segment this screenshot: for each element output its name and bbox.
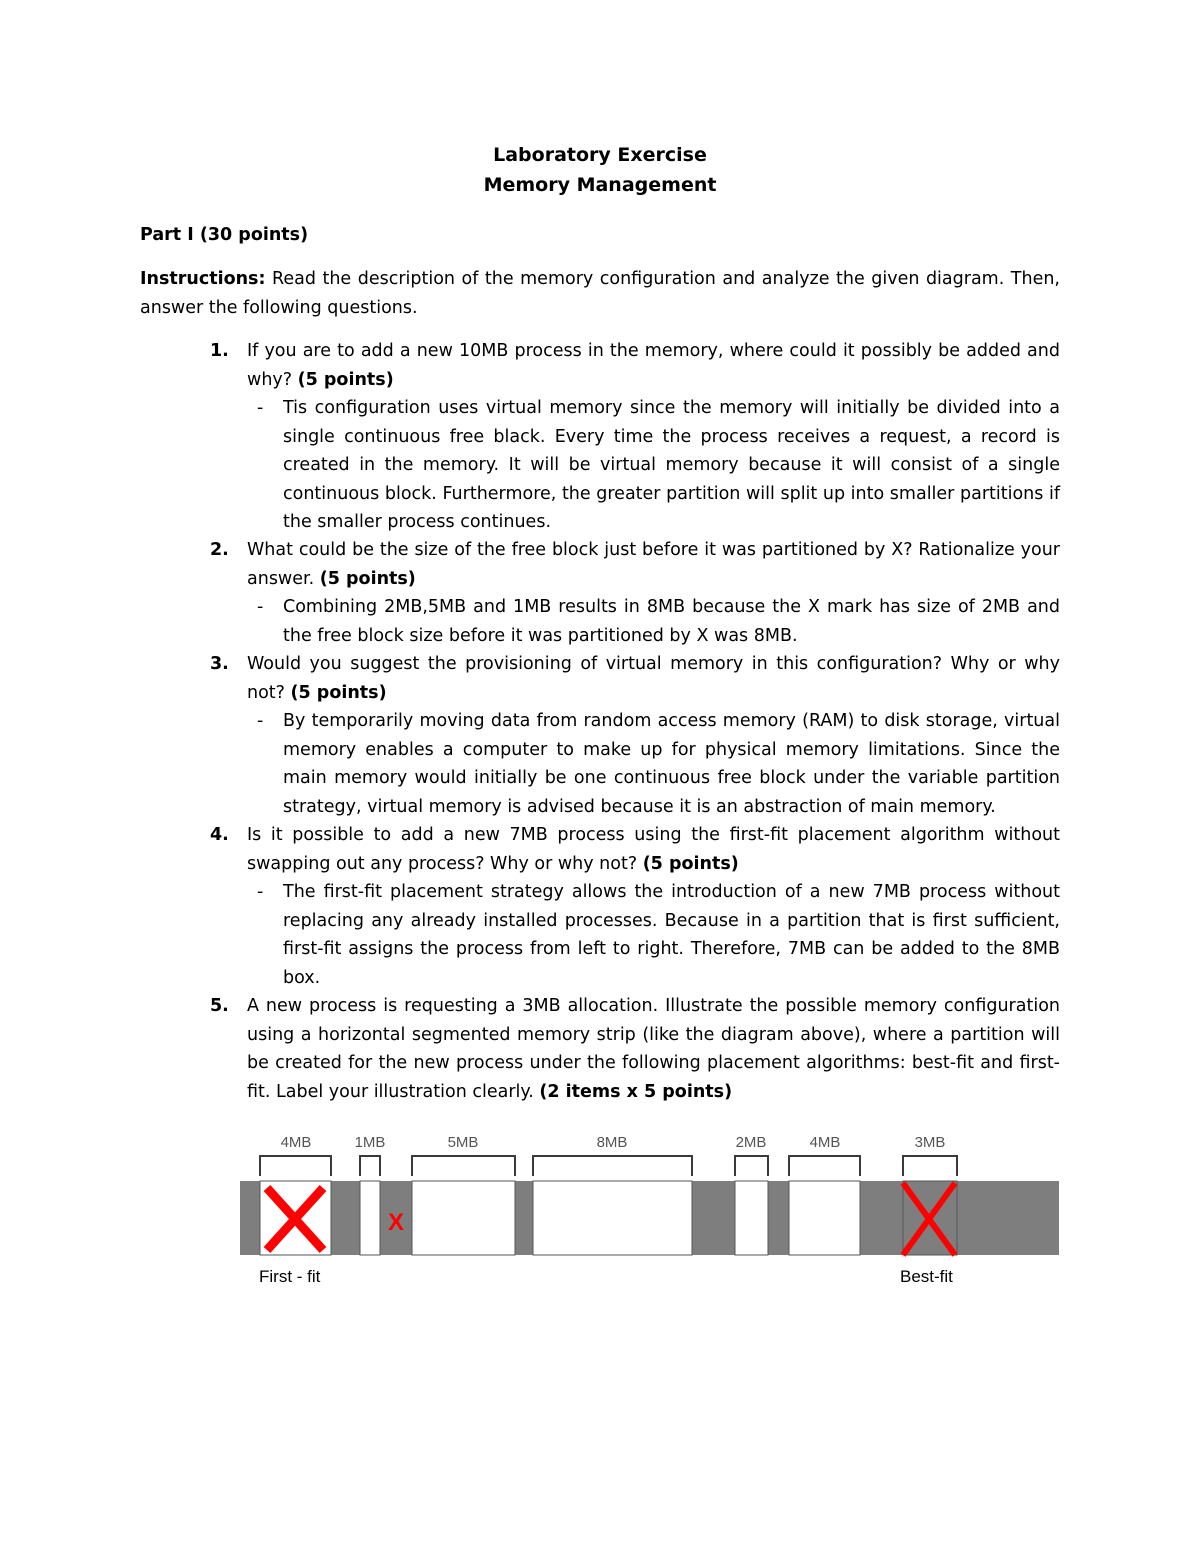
question-text: Would you suggest the provisioning of virtual memory in this configuration? Why or why not?	[247, 654, 1060, 703]
question-points: (5 points)	[642, 853, 739, 874]
question-text: Is it possible to add a new 7MB process using the first-fit placement algorithm without swapping out any process? Why or why not?	[247, 825, 1060, 874]
question-points: (5 points)	[297, 369, 394, 390]
question-number: 1.	[210, 341, 229, 361]
question-number: 4.	[210, 825, 229, 845]
part-heading: Part I (30 points)	[140, 225, 309, 245]
size-label: 3MB	[914, 1134, 946, 1151]
free-block-1mb	[360, 1181, 380, 1255]
question-number: 3.	[210, 654, 229, 674]
size-label: 1MB	[354, 1134, 386, 1151]
first-fit-label: First - fit	[259, 1267, 321, 1286]
answer-dash: -	[257, 711, 264, 731]
question-points: (5 points)	[319, 568, 416, 589]
answer-dash: -	[257, 398, 264, 418]
answer-1: Tis configuration uses virtual memory since the memory will initially be divided into a single continuous free black. Every time the process receives a request, a record is created in the memory. It will be virtual memory because it will consist of a single continuous block. Furthermore, the greater partition will split up into smaller partitions if the smaller process continues.	[283, 398, 1060, 533]
size-label: 2MB	[735, 1134, 767, 1151]
bracket-4mb-second	[789, 1156, 860, 1176]
size-label: 8MB	[596, 1134, 628, 1151]
answer-dash: -	[257, 597, 264, 617]
bracket-8mb	[533, 1156, 692, 1176]
answer-2: Combining 2MB,5MB and 1MB results in 8MB because the X mark has size of 2MB and the free block size before it was partitioned by X was 8MB.	[283, 597, 1060, 646]
answer-3: By temporarily moving data from random access memory (RAM) to disk storage, virtual memory enables a computer to make up for physical memory limitations. Since the main memory would initially be one continuous free block under the variable partition strategy, virtual memory is advised because it is an abstraction of main memory.	[283, 711, 1060, 817]
question-number: 5.	[210, 996, 229, 1016]
free-block-8mb	[533, 1181, 692, 1255]
free-block-2mb	[735, 1181, 768, 1255]
question-text: If you are to add a new 10MB process in the memory, where could it possibly be added and why?	[247, 341, 1060, 390]
question-text: What could be the size of the free block just before it was partitioned by X? Rationalize your answer.	[247, 540, 1060, 589]
document-title: Laboratory Exercise	[493, 144, 707, 166]
free-block-4mb-second	[789, 1181, 860, 1255]
best-fit-label: Best-fit	[900, 1267, 953, 1286]
instructions-text: Read the description of the memory configuration and analyze the given diagram. Then, answer the following questions.	[140, 269, 1060, 318]
document-subtitle: Memory Management	[483, 174, 717, 196]
free-block-5mb	[412, 1181, 515, 1255]
question-text: A new process is requesting a 3MB allocation. Illustrate the possible memory configuration using a horizontal segmented memory strip (like the diagram above), where a partition will be created for the new process under the following placement algorithms: best-fit and first-fit. Label your illustration clearly.	[247, 996, 1060, 1102]
bracket-2mb	[735, 1156, 768, 1176]
bracket-1mb	[360, 1156, 380, 1176]
small-x-mark: X	[387, 1209, 405, 1236]
question-points: (5 points)	[290, 682, 387, 703]
answer-dash: -	[257, 882, 264, 902]
answer-4: The first-fit placement strategy allows the introduction of a new 7MB process without replacing any already installed processes. Because in a partition that is first sufficient, first-fit assigns the process from left to right. Therefore, 7MB can be added to the 8MB box.	[283, 882, 1060, 988]
bracket-4mb	[260, 1156, 331, 1176]
size-label: 4MB	[809, 1134, 841, 1151]
question-number: 2.	[210, 540, 229, 560]
size-label: 4MB	[280, 1134, 312, 1151]
size-label: 5MB	[447, 1134, 479, 1151]
bracket-3mb	[903, 1156, 957, 1176]
question-points: (2 items x 5 points)	[539, 1081, 733, 1102]
bracket-5mb	[412, 1156, 515, 1176]
instructions-label: Instructions:	[140, 269, 266, 289]
